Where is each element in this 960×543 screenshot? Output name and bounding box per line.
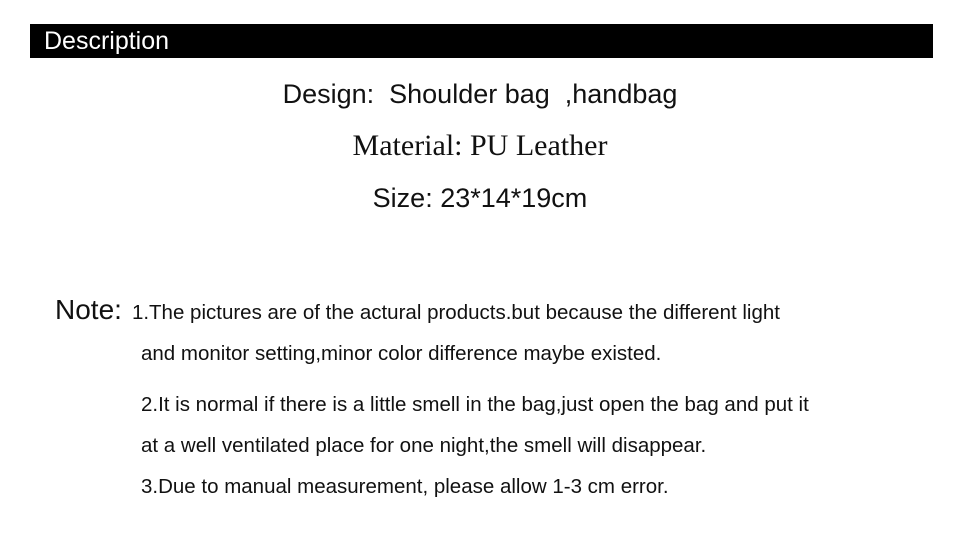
note-item-1-line-2: and monitor setting,minor color difference maybe existed. xyxy=(141,342,662,365)
note-item-1-line-1: 1.The pictures are of the actural products.but because the different light xyxy=(131,301,780,324)
spec-size: Size: 23*14*19cm xyxy=(372,183,588,213)
note-first-row xyxy=(55,292,935,333)
note-items-rest xyxy=(141,384,935,507)
product-spec-block xyxy=(0,68,960,224)
note-block xyxy=(55,292,935,507)
note-item-3-line-1: 3.Due to manual measurement, please allow 1-3 cm error. xyxy=(141,475,669,498)
note-label: Note: xyxy=(55,294,122,325)
note-item-2-line-1: 2.It is normal if there is a little smell in the bag,just open the bag and put it xyxy=(141,393,809,416)
note-item-2-line-2: at a well ventilated place for one night,the smell will disappear. xyxy=(141,434,707,457)
page-title: Description xyxy=(44,26,170,55)
spec-material: Material: PU Leather xyxy=(352,129,608,162)
spec-design: Design: Shoulder bag ,handbag xyxy=(282,79,678,109)
description-header-bar xyxy=(30,24,933,58)
